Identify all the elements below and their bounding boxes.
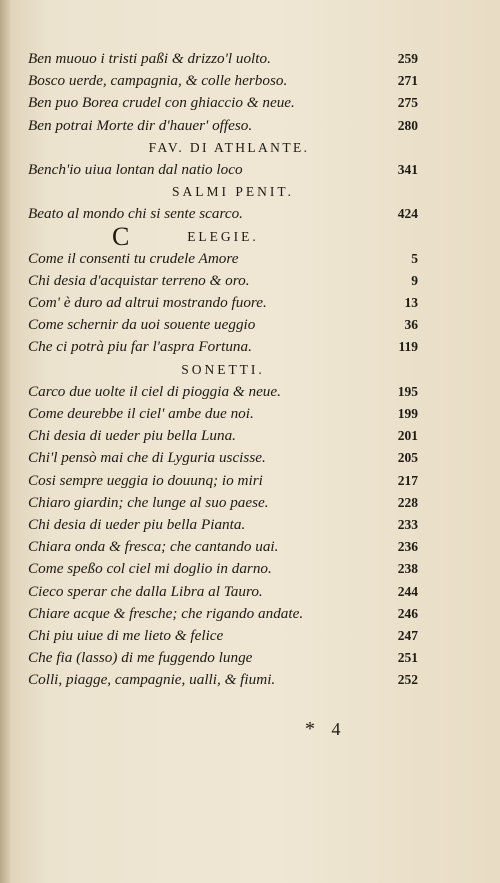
entry-page-number: 228 xyxy=(397,494,418,510)
index-entry xyxy=(28,336,418,358)
entry-title: Bench'io uiua lontan dal natio loco xyxy=(28,160,243,178)
entry-page-number: 236 xyxy=(397,539,418,555)
entry-title: Ben potrai Morte dir d'hauer' offeso. xyxy=(28,116,253,134)
index-entry xyxy=(28,581,418,603)
entry-page-number: 280 xyxy=(397,117,418,133)
index-entry xyxy=(28,159,418,181)
entry-title: Carco due uolte il ciel di pioggia & neue. xyxy=(28,382,281,400)
index-entry xyxy=(28,248,418,270)
entry-title: Cosi sempre ueggia io douunq; io miri xyxy=(28,471,263,489)
entry-page-number: 201 xyxy=(397,428,418,444)
entry-title: Come il consenti tu crudele Amore xyxy=(28,249,239,267)
entry-page-number: 251 xyxy=(397,650,418,666)
entry-page-number: 13 xyxy=(404,295,418,311)
index-list xyxy=(28,48,418,691)
signature-mark xyxy=(305,718,347,741)
index-entry xyxy=(28,470,418,492)
page-gutter xyxy=(0,0,10,883)
entry-page-number: 217 xyxy=(397,472,418,488)
index-entry xyxy=(28,70,418,92)
entry-title: Ben muouo i tristi paßi & drizzo'l uolto. xyxy=(28,50,271,67)
index-entry xyxy=(28,447,418,469)
entry-title: Chiara onda & fresca; che cantando uai. xyxy=(28,538,279,556)
entry-title: Come speßo col ciel mi doglio in darno. xyxy=(28,560,272,578)
entry-page-number: 205 xyxy=(397,450,418,466)
entry-page-number: 244 xyxy=(397,583,418,599)
entry-title: Com' è duro ad altrui mostrando fuore. xyxy=(28,294,267,312)
entry-page-number: 424 xyxy=(397,206,418,222)
entry-title: Chi desia di ueder piu bella Pianta. xyxy=(28,515,246,533)
index-entry xyxy=(28,603,418,625)
index-entry xyxy=(28,381,418,403)
section-heading: ELEGIE. C xyxy=(112,221,259,251)
section-heading: FAV. DI ATHLANTE. xyxy=(148,139,310,155)
index-entry xyxy=(28,48,418,70)
entry-page-number: 275 xyxy=(397,95,418,111)
initial-letter: C xyxy=(112,221,133,251)
entry-title: Che fia (lasso) di me fuggendo lunge xyxy=(28,649,253,667)
entry-title: Come deurebbe il ciel' ambe due noi. xyxy=(28,405,254,422)
index-entry xyxy=(28,314,418,336)
entry-title: Ben puo Borea crudel con ghiaccio & neue. xyxy=(28,94,295,112)
entry-page-number: 195 xyxy=(397,383,418,399)
entry-title: Bosco uerde, campagnia, & colle herboso. xyxy=(28,72,288,90)
entry-page-number: 5 xyxy=(411,250,418,266)
signature-number: 4 xyxy=(331,719,347,739)
index-entry xyxy=(28,536,418,558)
index-entry xyxy=(28,270,418,292)
entry-title: Chiare acque & fresche; che rigando andate. xyxy=(28,604,304,622)
section-heading: SONETTI. xyxy=(181,361,265,377)
index-entry xyxy=(28,669,418,691)
entry-page-number: 259 xyxy=(397,51,418,66)
entry-page-number: 9 xyxy=(411,272,418,288)
index-entry xyxy=(28,558,418,580)
entry-title: Cieco sperar che dalla Libra al Tauro. xyxy=(28,582,263,600)
entry-page-number: 246 xyxy=(397,605,418,621)
entry-title: Chi piu uiue di me lieto & felice xyxy=(28,626,224,644)
entry-page-number: 247 xyxy=(397,627,418,643)
entry-title: Chiaro giardin; che lunge al suo paese. xyxy=(28,493,269,511)
index-entry xyxy=(28,203,418,225)
entry-title: Beato al mondo chi si sente scarco. xyxy=(28,205,243,223)
index-entry xyxy=(28,425,418,447)
entry-title: Come schernir da uoi souente ueggio xyxy=(28,316,256,334)
index-entry xyxy=(28,647,418,669)
index-entry xyxy=(28,92,418,114)
entry-page-number: 238 xyxy=(397,561,418,577)
index-entry xyxy=(28,625,418,647)
signature-star: * xyxy=(305,718,321,740)
entry-title: Chi desia d'acquistar terreno & oro. xyxy=(28,271,250,289)
entry-page-number: 252 xyxy=(397,672,418,688)
entry-title: Chi desia di ueder piu bella Luna. xyxy=(28,427,236,445)
entry-title: Chi'l pensò mai che di Lyguria uscisse. xyxy=(28,449,266,467)
entry-page-number: 119 xyxy=(398,339,418,355)
entry-page-number: 271 xyxy=(397,73,418,89)
section-heading: SALMI PENIT. xyxy=(172,184,294,200)
index-entry xyxy=(28,492,418,514)
entry-title: Che ci potrà piu far l'aspra Fortuna. xyxy=(28,338,252,356)
entry-page-number: 341 xyxy=(397,161,418,177)
index-entry xyxy=(28,115,418,137)
index-entry xyxy=(28,292,418,314)
entry-page-number: 36 xyxy=(404,317,418,333)
entry-page-number: 233 xyxy=(397,516,418,532)
index-entry xyxy=(28,514,418,536)
entry-page-number: 199 xyxy=(397,406,418,421)
index-entry xyxy=(28,403,418,425)
entry-title: Colli, piagge, campagnie, ualli, & fiumi. xyxy=(28,671,276,689)
